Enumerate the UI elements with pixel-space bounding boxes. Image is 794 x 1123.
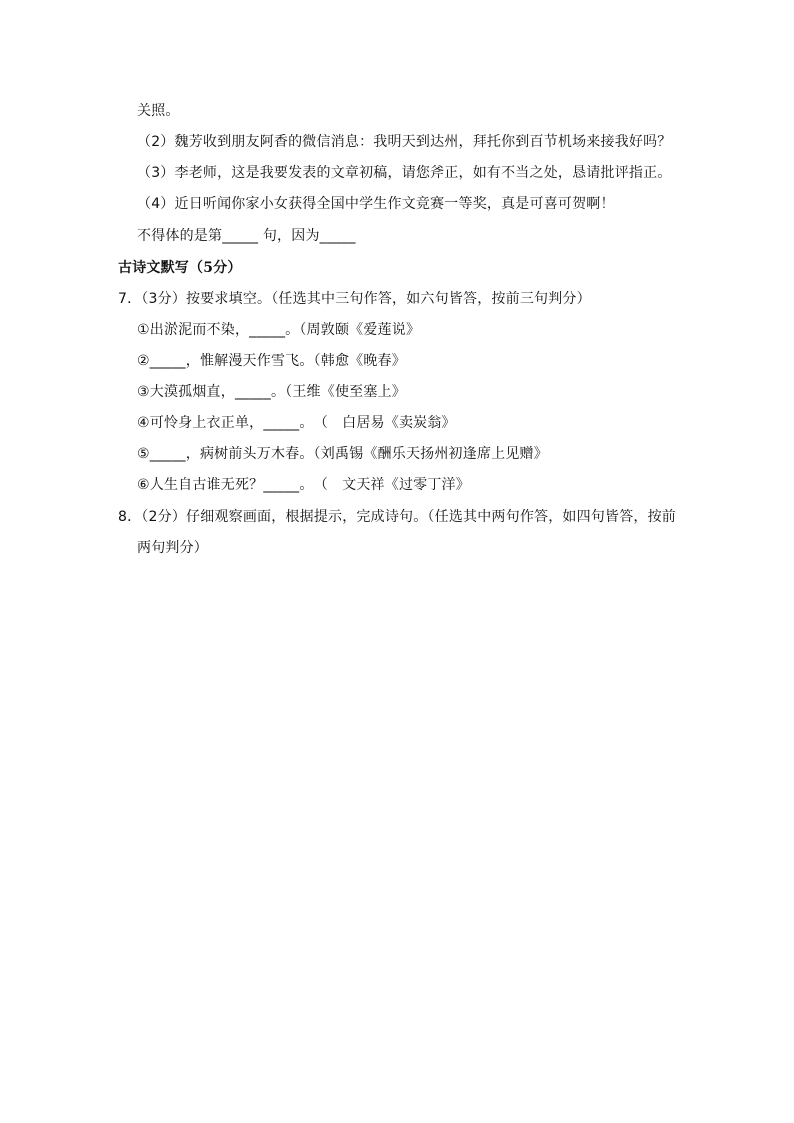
question-7-stem: 7．（3分）按要求填空。（任选其中三句作答，如六句皆答，按前三句判分） xyxy=(118,291,591,307)
question-7-blank-2: ②_____，惟解漫天作雪飞。（韩愈《晚春》 xyxy=(137,353,406,369)
question-8-stem-line-1: 8．（2分）仔细观察画面，根据提示，完成诗句。（任选其中两句作答，如四句皆答，按前 xyxy=(118,509,677,525)
item-2-text: （2）魏芳收到朋友阿香的微信消息：我明天到达州，拜托你到百节机场来接我好吗？ xyxy=(137,134,672,150)
question-7-blank-4: ④可怜身上衣正单，_____。 （ 白居易《卖炭翁》 xyxy=(137,415,456,431)
question-8-stem-line-2: 两句判分） xyxy=(137,540,208,556)
continuation-text: 关照。 xyxy=(137,103,180,119)
question-7-blank-3: ③大漠孤烟直，_____。（王维《使至塞上》 xyxy=(137,384,406,400)
item-3-text: （3）李老师，这是我要发表的文章初稿，请您斧正，如有不当之处，恳请批评指正。 xyxy=(137,165,672,181)
item-4-text: （4）近日听闻你家小女获得全国中学生作文竞赛一等奖，真是可喜可贺啊！ xyxy=(137,196,615,212)
question-7-blank-5: ⑤_____，病树前头万木春。（刘禹锡《酬乐天扬州初逢席上见赠》 xyxy=(137,446,548,462)
question-7-blank-6: ⑥人生自古谁无死？_____。 （ 文天祥《过零丁洋》 xyxy=(137,477,470,493)
answer-prompt: 不得体的是第_____ 句，因为_____ xyxy=(137,228,356,244)
section-heading: 古诗文默写（5分） xyxy=(118,260,242,276)
question-7-blank-1: ①出淤泥而不染，_____。（周敦颐《爱莲说》 xyxy=(137,322,421,338)
